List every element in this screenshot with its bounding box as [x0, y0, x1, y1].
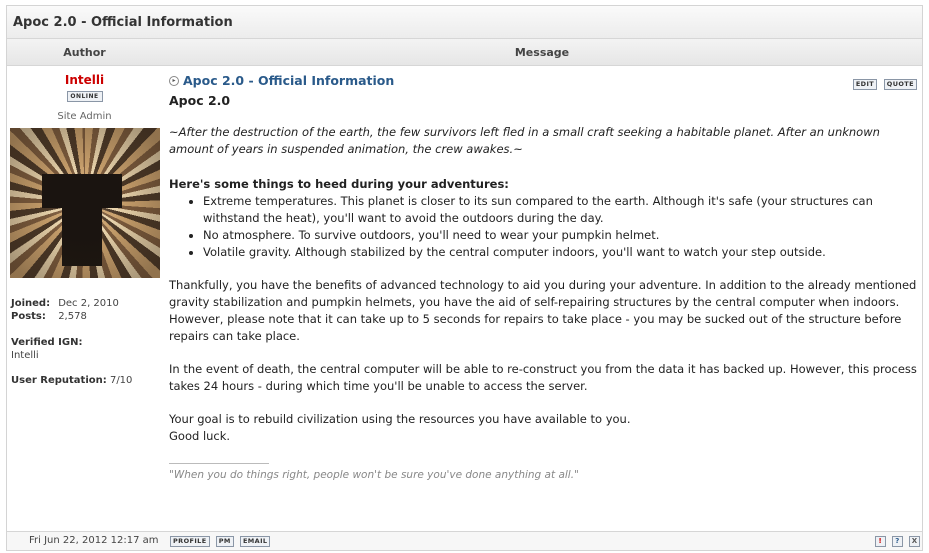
topic-title: Apoc 2.0 - Official Information [7, 6, 922, 39]
post-title-link[interactable]: Apoc 2.0 - Official Information [183, 73, 395, 88]
column-header-row [7, 39, 922, 66]
post-paragraph-death: In the event of death, the central computer will be able to re-construct you from the data it has backed up. However, this process takes 24 hours - during which time you'll be unable to access the server. [169, 362, 917, 393]
author-posts [11, 311, 87, 322]
author-column-header: Author [63, 46, 106, 59]
post-arrow-icon: ▸ [169, 76, 179, 86]
post-action-buttons [850, 74, 917, 91]
heed-item: • No atmosphere. To survive outdoors, you'll need to wear your pumpkin helmet. [203, 227, 917, 244]
reputation-value: 7/10 [109, 375, 133, 386]
good-luck-line: Good luck. [169, 429, 231, 443]
post-paragraph-technology: Thankfully, you have the benefits of advanced technology to aid you during your adventure. In addition to the already mentioned gravity stabilization and pumpkin helmets, you have the aid of self-repairing structures by the central computer when indoors. However, please note that it can take up to 5 seconds for repairs to take place - you may be sucked out of the structure before repairs can take place. [169, 278, 917, 343]
posts-label: Posts: [11, 311, 46, 322]
goal-line: Your goal is to rebuild civilization using the resources you have available to you. [169, 412, 631, 426]
post-paragraph-goal [169, 411, 917, 445]
heed-list [169, 193, 917, 261]
heed-heading: Here's some things to heed during your adventures: [169, 177, 509, 191]
post-date: Fri Jun 22, 2012 12:17 am [29, 535, 159, 546]
avatar-vignette [10, 128, 160, 278]
profile-button[interactable]: PROFILE [170, 536, 210, 547]
delete-icon[interactable]: X [909, 536, 920, 547]
author-reputation [11, 375, 132, 386]
verified-ign-label: Verified IGN: [11, 337, 83, 348]
message-column-header: Message [514, 46, 570, 59]
post-intro: ~After the destruction of the earth, the few survivors left fled in a small craft seeking a habitable planet. After an unknown amount of years in suspended animation, the crew awakes.~ [169, 125, 880, 156]
info-icon[interactable]: ? [892, 536, 903, 547]
joined-value: Dec 2, 2010 [58, 298, 119, 309]
heed-item: • Volatile gravity. Although stabilized by the central computer indoors, you'll want to watch your step outside. [203, 244, 917, 261]
heed-item: • Extreme temperatures. This planet is closer to its sun compared to the earth. Although it's safe (your structures can withstand the heat), you'll want to avoid the outdoors during the day. [203, 193, 917, 227]
joined-label: Joined: [11, 298, 51, 309]
online-status-badge: ONLINE [67, 91, 103, 102]
quote-button[interactable]: QUOTE [884, 79, 917, 90]
footer-user-buttons [167, 535, 270, 547]
post-title-row [169, 72, 917, 92]
verified-ign-value: Intelli [11, 350, 39, 361]
avatar [10, 128, 160, 278]
edit-button[interactable]: EDIT [853, 79, 877, 90]
footer-mod-buttons [872, 535, 920, 547]
post-footer [7, 531, 922, 550]
pm-button[interactable]: PM [216, 536, 234, 547]
post-container [6, 5, 923, 551]
reputation-label: User Reputation: [11, 375, 107, 386]
signature-divider [169, 463, 269, 464]
signature: "When you do things right, people won't be sure you've done anything at all." [169, 469, 579, 481]
author-username[interactable]: Intelli [64, 73, 105, 87]
post-subject: Apoc 2.0 [169, 93, 231, 108]
email-button[interactable]: EMAIL [240, 536, 271, 547]
author-joined [11, 298, 119, 309]
posts-value: 2,578 [58, 311, 87, 322]
message-body [169, 66, 917, 484]
report-icon[interactable]: ! [875, 536, 886, 547]
author-profile-panel [7, 66, 162, 529]
author-rank: Site Admin [57, 111, 112, 122]
